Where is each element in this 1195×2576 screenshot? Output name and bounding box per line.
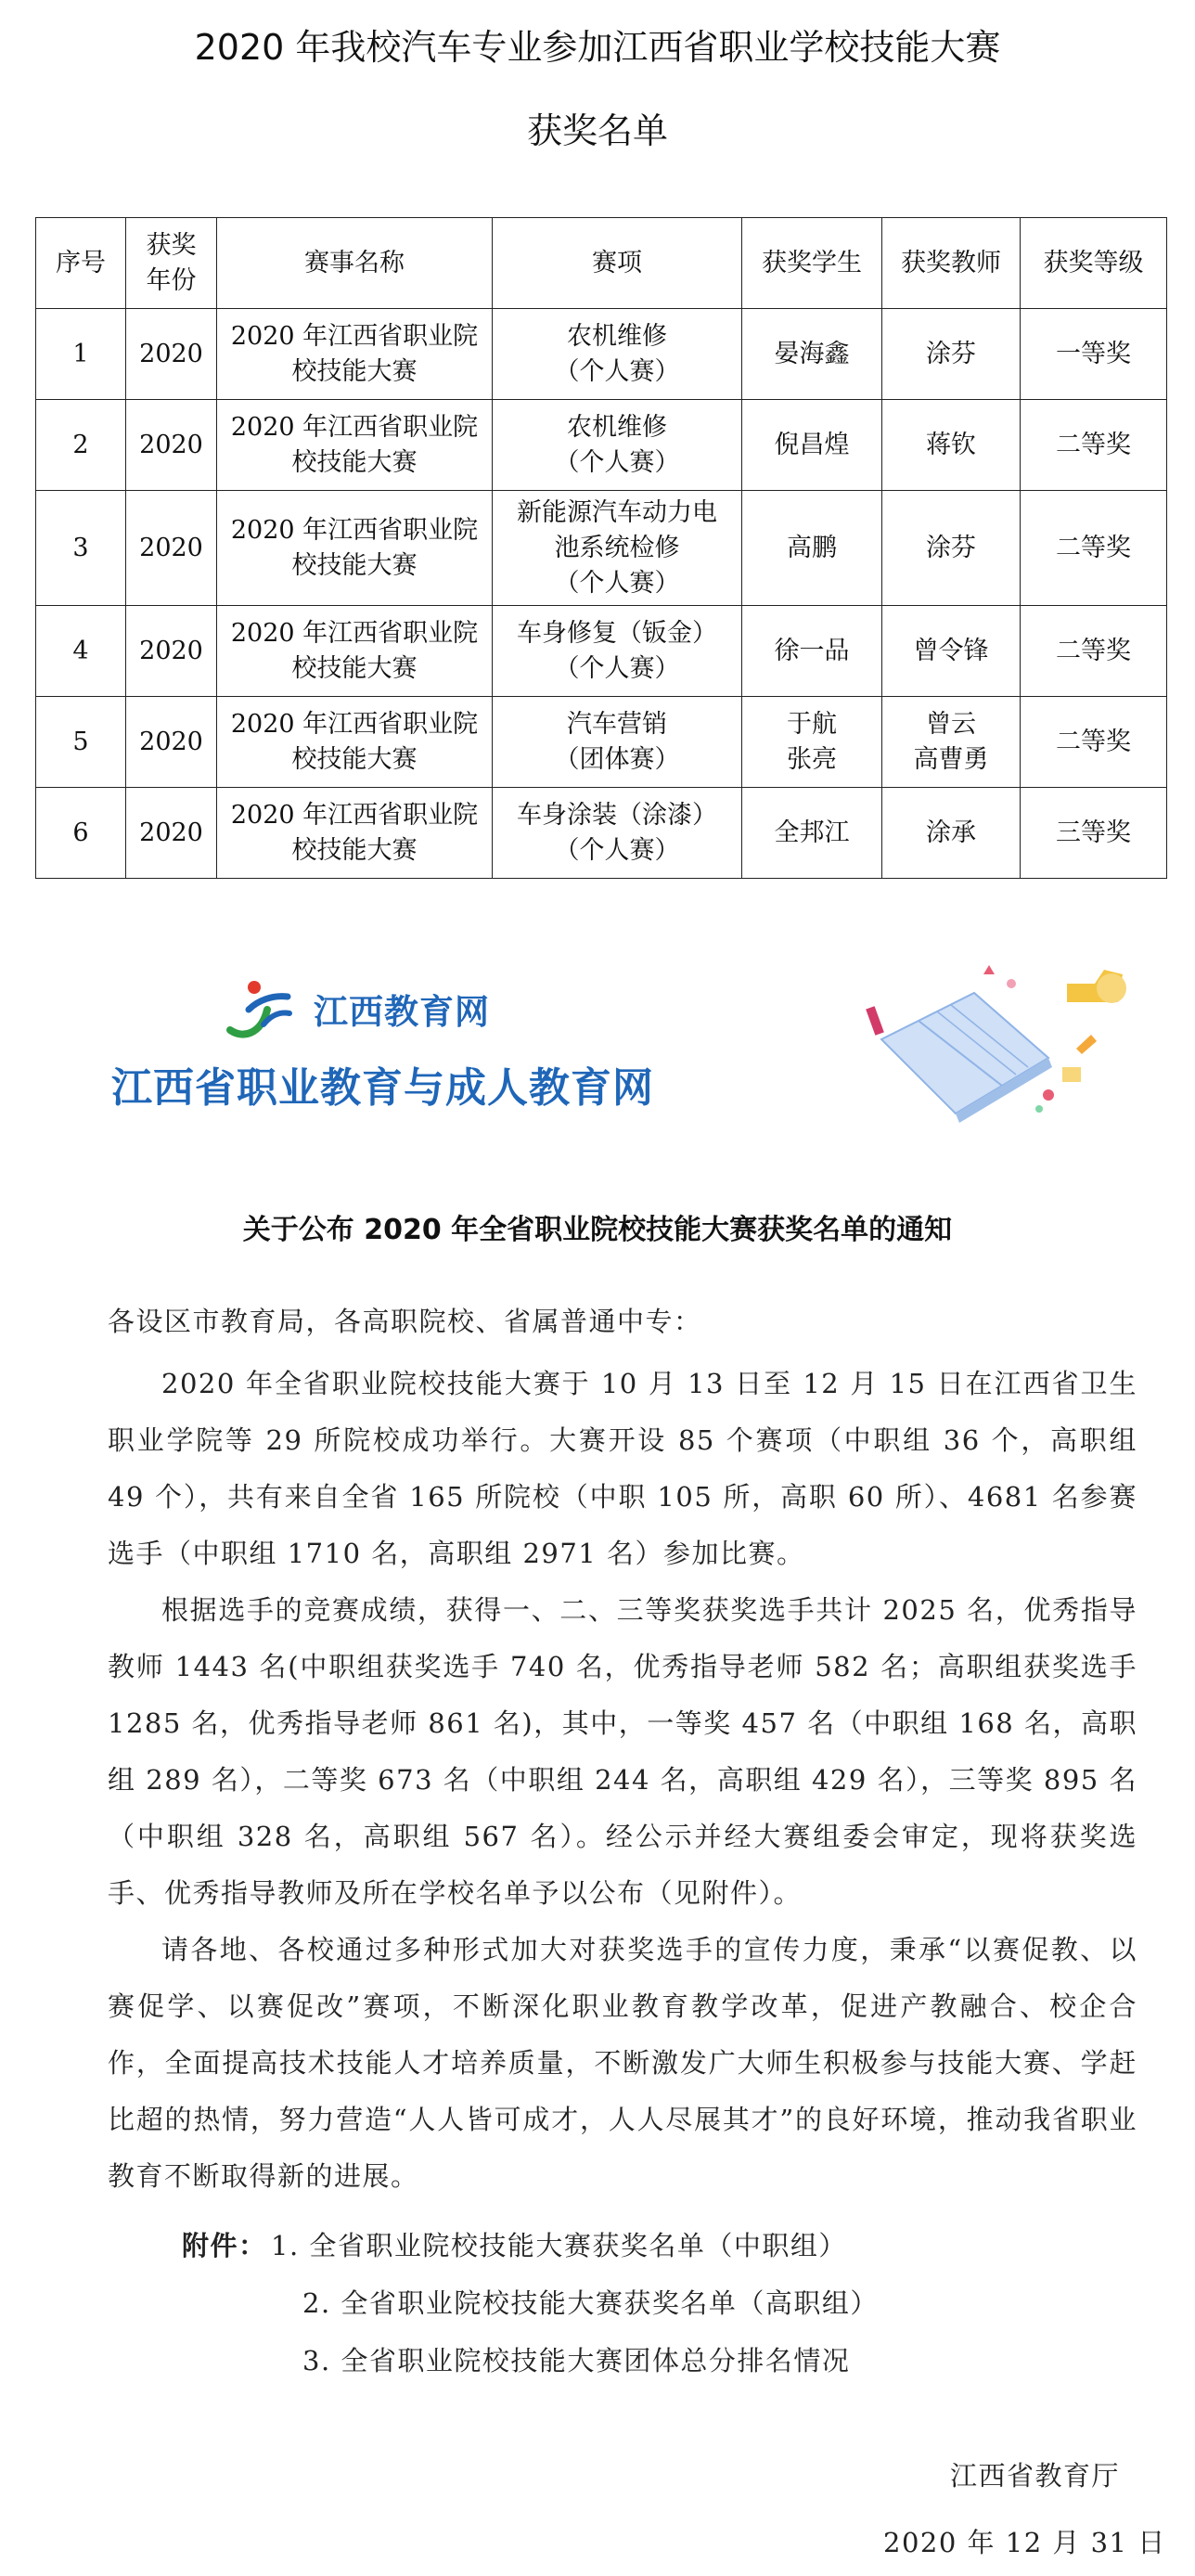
header-students: 获奖学生 — [742, 218, 882, 309]
table-row — [36, 491, 1167, 606]
cell-year: 2020 — [126, 606, 217, 697]
site-name-small: 江西教育网 — [314, 992, 490, 1032]
cell-students — [742, 788, 882, 879]
cell-event — [217, 400, 493, 491]
cell-event-line: 校技能大赛 — [291, 550, 418, 580]
table-row — [36, 606, 1167, 697]
cell-event-line: 2020 年江西省职业院 — [230, 709, 479, 739]
header-teachers: 获奖教师 — [882, 218, 1021, 309]
notice-paragraph: 2020 年全省职业院校技能大赛于 10 月 13 日至 12 月 15 日在江西省卫生职业学院等 29 所院校成功举行。大赛开设 85 个赛项（中职组 36 个，高职组 49 个），共有来自全省 165 所院校（中职 105 所，高职 60 所）、4681 名参赛选手（中职组 1710 名，高职组 2971 名）参加比赛。 — [108, 1368, 1137, 1569]
cell-level: 二等奖 — [1021, 400, 1167, 491]
cell-no: 1 — [36, 309, 126, 400]
header-year-line: 获奖 — [146, 230, 197, 260]
cell-event-line: 校技能大赛 — [291, 835, 418, 865]
cell-item-line: （个人赛） — [554, 653, 680, 683]
cell-event-line: 2020 年江西省职业院 — [230, 618, 479, 648]
cell-students-line: 晏海鑫 — [774, 339, 850, 368]
cell-teachers — [882, 697, 1021, 788]
header-year-line: 年份 — [146, 265, 197, 295]
cell-no: 5 — [36, 697, 126, 788]
cell-item-line: （个人赛） — [554, 835, 680, 865]
notice-title: 关于公布 2020 年全省职业院校技能大赛获奖名单的通知 — [242, 1214, 953, 1246]
cell-teachers — [882, 788, 1021, 879]
cell-item-line: （个人赛） — [554, 447, 680, 477]
cell-level: 二等奖 — [1021, 606, 1167, 697]
cell-event-line: 2020 年江西省职业院 — [230, 515, 479, 545]
cell-year: 2020 — [126, 788, 217, 879]
cell-teachers — [882, 400, 1021, 491]
cell-event-line: 校技能大赛 — [291, 653, 418, 683]
header-event: 赛事名称 — [217, 218, 493, 309]
cell-item-line: 新能源汽车动力电 — [517, 497, 717, 527]
education-illustration-icon — [854, 956, 1132, 1141]
jiangxi-education-logo-icon — [221, 972, 295, 1047]
signature-organization: 江西省教育厅 — [950, 2460, 1121, 2492]
cell-item-line: 农机维修 — [567, 412, 667, 442]
site-name-large: 江西省职业教育与成人教育网 — [111, 1064, 654, 1112]
cell-no: 4 — [36, 606, 126, 697]
cell-year: 2020 — [126, 491, 217, 606]
cell-teachers-line: 涂承 — [926, 818, 976, 847]
signature-date: 2020 年 12 月 31 日 — [883, 2527, 1166, 2558]
cell-students-line: 高鹏 — [787, 533, 837, 562]
cell-item — [493, 400, 742, 491]
cell-item — [493, 491, 742, 606]
cell-item-line: （个人赛） — [554, 356, 680, 386]
cell-level: 三等奖 — [1021, 788, 1167, 879]
attachment-item: 2. 全省职业院校技能大赛获奖名单（高职组） — [302, 2287, 879, 2319]
cell-item — [493, 309, 742, 400]
cell-event — [217, 309, 493, 400]
cell-teachers-line: 高曹勇 — [913, 744, 989, 774]
cell-event-line: 校技能大赛 — [291, 447, 418, 477]
cell-event — [217, 491, 493, 606]
cell-level: 一等奖 — [1021, 309, 1167, 400]
cell-students — [742, 309, 882, 400]
cell-students — [742, 400, 882, 491]
cell-teachers-line: 涂芬 — [926, 533, 976, 562]
cell-teachers-line: 涂芬 — [926, 339, 976, 368]
document-title-line-2: 获奖名单 — [526, 110, 668, 151]
cell-item-line: 农机维修 — [567, 321, 667, 351]
table-row — [36, 309, 1167, 400]
cell-year: 2020 — [126, 697, 217, 788]
attachment-item: 1. 全省职业院校技能大赛获奖名单（中职组） — [271, 2230, 847, 2261]
cell-teachers — [882, 606, 1021, 697]
notice-paragraph: 根据选手的竞赛成绩，获得一、二、三等奖获奖选手共计 2025 名，优秀指导教师 1443 名(中职组获奖选手 740 名，优秀指导老师 582 名；高职组获奖选手 1285 名，优秀指导老师 861 名)，其中，一等奖 457 名（中职组 168 名，高职组 289 名），二等奖 673 名（中职组 244 名，高职组 429 名），三等奖 895 名（中职组 328 名，高职组 567 名）。经公示并经大赛组委会审定，现将获奖选手、优秀指导教师及所在学校名单予以公布（见附件）。 — [108, 1594, 1137, 1909]
cell-event-line: 2020 年江西省职业院 — [230, 321, 479, 351]
header-item: 赛项 — [493, 218, 742, 309]
cell-students-line: 于航 — [787, 709, 837, 739]
header-no: 序号 — [36, 218, 126, 309]
cell-teachers-line: 曾令锋 — [913, 636, 989, 665]
cell-item-line: 汽车营销 — [567, 709, 667, 739]
cell-teachers — [882, 309, 1021, 400]
cell-item-line: 车身修复（钣金） — [517, 618, 717, 648]
cell-students-line: 张亮 — [787, 744, 837, 774]
cell-event-line: 校技能大赛 — [291, 744, 418, 774]
cell-students-line: 倪昌煌 — [774, 430, 850, 459]
table-row — [36, 697, 1167, 788]
cell-event — [217, 606, 493, 697]
cell-teachers — [882, 491, 1021, 606]
cell-students-line: 徐一品 — [774, 636, 850, 665]
cell-item-line: 池系统检修 — [554, 533, 680, 562]
cell-teachers-line: 蒋钦 — [926, 430, 976, 459]
table-row — [36, 400, 1167, 491]
cell-students — [742, 697, 882, 788]
cell-students — [742, 606, 882, 697]
cell-item — [493, 697, 742, 788]
header-year — [126, 218, 217, 309]
cell-level: 二等奖 — [1021, 491, 1167, 606]
header-level: 获奖等级 — [1021, 218, 1167, 309]
notice-paragraph: 请各地、各校通过多种形式加大对获奖选手的宣传力度，秉承“以赛促教、以赛促学、以赛促改”赛项，不断深化职业教育教学改革，促进产教融合、校企合作，全面提高技术技能人才培养质量，不断激发广大师生积极参与技能大赛、学赶比超的热情，努力营造“人人皆可成才，人人尽展其才”的良好环境，推动我省职业教育不断取得新的进展。 — [108, 1934, 1137, 2192]
cell-year: 2020 — [126, 309, 217, 400]
attachment-label: 附件： — [182, 2230, 267, 2261]
cell-students — [742, 491, 882, 606]
cell-item-line: 车身涂装（涂漆） — [517, 800, 717, 830]
cell-level: 二等奖 — [1021, 697, 1167, 788]
table-row — [36, 788, 1167, 879]
cell-item — [493, 606, 742, 697]
cell-event-line: 2020 年江西省职业院 — [230, 800, 479, 830]
cell-item-line: （个人赛） — [554, 568, 680, 598]
cell-event-line: 2020 年江西省职业院 — [230, 412, 479, 442]
cell-event — [217, 788, 493, 879]
cell-year: 2020 — [126, 400, 217, 491]
cell-students-line: 全邦江 — [774, 818, 850, 847]
awards-table — [35, 217, 1167, 879]
cell-item-line: （团体赛） — [554, 744, 680, 774]
cell-no: 3 — [36, 491, 126, 606]
notice-addressee: 各设区市教育局，各高职院校、省属普通中专： — [108, 1306, 702, 1337]
table-header-row — [36, 218, 1167, 309]
document-title-line-1: 2020 年我校汽车专业参加江西省职业学校技能大赛 — [194, 27, 1001, 68]
cell-no: 6 — [36, 788, 126, 879]
attachment-item: 3. 全省职业院校技能大赛团体总分排名情况 — [302, 2345, 851, 2376]
cell-event — [217, 697, 493, 788]
cell-teachers-line: 曾云 — [926, 709, 976, 739]
cell-item — [493, 788, 742, 879]
cell-no: 2 — [36, 400, 126, 491]
cell-event-line: 校技能大赛 — [291, 356, 418, 386]
